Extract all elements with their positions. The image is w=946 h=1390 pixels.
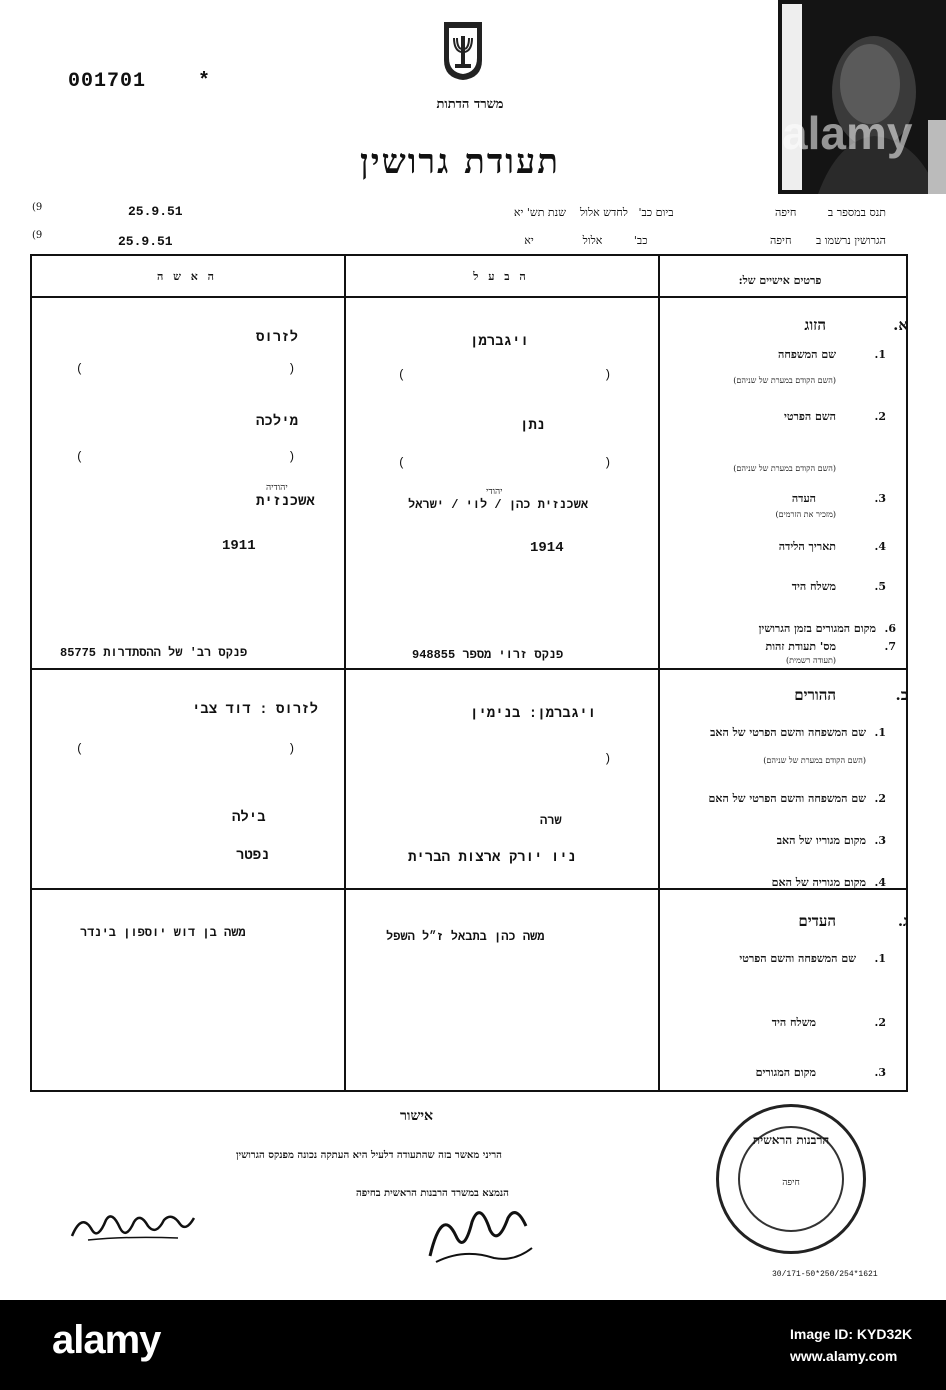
a-row1-label: שם המשפחה [778,348,836,361]
husband-birth-year: 1914 [530,540,564,556]
a-row1-num: 1. [874,348,886,361]
line2-date: 25.9.51 [118,234,173,249]
line2-marker: (9 [32,230,43,241]
line1-date: 25.9.51 [128,204,183,219]
husband-id-number: פנקס זרוי מספר 948855 [412,648,564,662]
center-signature [420,1196,540,1268]
paren-mark: ( [398,368,406,382]
paren-mark: ( [76,742,84,756]
b-row2-label: שם המשפחה והשם הפרטי של האם [708,792,866,805]
section-c-title: העדים [798,912,836,930]
wife-surname: לזרוס [256,330,299,346]
state-emblem-icon [440,20,486,82]
wife-birth-year: 1911 [222,538,256,554]
approval-line-2: הנמצא במשרד הרבנות הראשית בחיפה [356,1188,509,1199]
document-title: תעודת גרושין [360,142,560,182]
a-row4-label: תאריך הלידה [778,540,836,553]
col-header-personal: פרטים אישיים של: [738,274,822,287]
rabbinate-stamp [716,1104,866,1254]
line1-label: תנס במספר ב [827,206,886,219]
b-row3-label: מקום מגוריו של האב [776,834,866,847]
section-a-title: הזוג [804,316,826,334]
wife-mother-name: בילה [232,810,266,826]
document-number: 001701 * [68,70,212,93]
paren-mark: ) [604,752,612,766]
paren-mark: ) [604,456,612,470]
husband-mother-name: שרה [540,814,562,828]
paren-mark: ) [604,368,612,382]
section-c-letter: ג. [897,912,908,930]
column-divider-left [344,254,346,1092]
husband-community-top: יהודי [486,487,503,497]
a-row4-num: 4. [874,540,886,553]
b-row1-sub: (השם הקודם במערת של שניהם) [763,756,866,765]
c-row3-num: 3. [874,1066,886,1079]
left-signature [68,1206,198,1246]
a-row5-label: משלח היד [791,580,836,593]
portrait-photo [778,0,946,194]
watermark-text: alamy [782,107,913,159]
wife-id-number: פנקס רב' של ההסתדרות 85775 [60,646,248,660]
a-row2-label: השם הפרטי [783,410,836,423]
husband-first-name: נתן [520,418,546,434]
paren-mark: ( [76,362,84,376]
b-row3-num: 3. [874,834,886,847]
approval-title: אישור [400,1108,434,1124]
section-a-letter: א. [893,316,908,334]
c-row1-num: 1. [874,952,886,965]
a-row6-label: מקום המגורים בזמן הגרושין [758,622,876,635]
paren-mark: ) [288,450,296,464]
a-row7-num: 7. [884,640,896,653]
header-rule [30,296,908,298]
b-row4-num: 4. [874,876,886,889]
husband-community: אשכנזית כהן / לוי / ישראל [408,498,589,512]
husband-father-name: ויגברמן: בנימין [470,706,597,722]
husband-surname: ויגברמן [470,334,529,350]
husband-witness: משה כהן בתבאל ז״ל השפל [386,930,545,944]
print-code: 30/171-50*250/254*1621 [772,1270,878,1279]
a-row3-sub: (מזכיר את הזרמים) [775,510,836,519]
paren-mark: ( [398,456,406,470]
c-row2-num: 2. [874,1016,886,1029]
footer-image-id: Image ID: KYD32K [790,1326,913,1342]
line2-label: הגרושין נרשמו ב [815,234,886,247]
a-row2-sub: (השם הקודם במערת של שניהם) [733,464,836,473]
registration-line-2: הגרושין נרשמו ב חיפה כב' אלול יא [524,234,886,247]
section-a-rule [30,668,908,670]
stamp-text: הרבנות הראשית [752,1133,830,1147]
a-row7-sub: (תעודה רשמית) [786,656,836,665]
ministry-name: משרד הדתות [436,97,504,112]
a-row1-sub: (השם הקודם במערת של שניהם) [733,376,836,385]
a-row3-label: העדה [791,492,816,505]
section-b-letter: ב. [895,686,908,704]
col-header-husband: ה ב ע ל [473,270,529,283]
wife-first-name: מילכה [256,414,299,430]
wife-father-name: לזרוס : דוד צבי [192,702,319,718]
footer-logo: alamy [52,1318,161,1362]
stamp-inner-text: חיפה [782,1178,800,1188]
a-row3-num: 3. [874,492,886,505]
wife-community-top: יהודיה [266,483,288,493]
c-row2-label: משלח היד [771,1016,816,1029]
section-b-title: ההורים [794,686,836,704]
c-row1-label: שם המשפחה והשם הפרטי [739,952,856,965]
approval-line-1: הריני מאשר בזה שהתעודה דלעיל היא העתקה נכונה מפנקס הגרושין [236,1150,502,1161]
registration-line-1: תנס במספר ב חיפה ביום כב' לחדש אלול שנת תש' יא [513,206,886,219]
paren-mark: ) [288,742,296,756]
a-row7-label: מס' תעודת זהות [765,640,836,653]
b-row1-label: שם המשפחה והשם הפרטי של האב [710,726,866,739]
wife-community: אשכנזית [256,494,315,510]
paren-mark: ( [76,450,84,464]
wife-father-place: נפטר [236,848,270,864]
col-header-wife: ה א ש ה [157,270,217,283]
a-row6-num: 6. [884,622,896,635]
a-row2-num: 2. [874,410,886,423]
b-row4-label: מקום מגוריה של האם [771,876,866,889]
a-row5-num: 5. [874,580,886,593]
footer-url: www.alamy.com [790,1348,898,1364]
wife-witness: משה בן דוש יוספון בינדר [80,926,246,940]
paren-mark: ) [288,362,296,376]
b-row2-num: 2. [874,792,886,805]
column-divider-right [658,254,660,1092]
c-row3-label: מקום המגורים [755,1066,816,1079]
b-row1-num: 1. [874,726,886,739]
husband-father-place: ניו יורק ארצות הברית [408,850,577,866]
line1-marker: (9 [32,202,43,213]
